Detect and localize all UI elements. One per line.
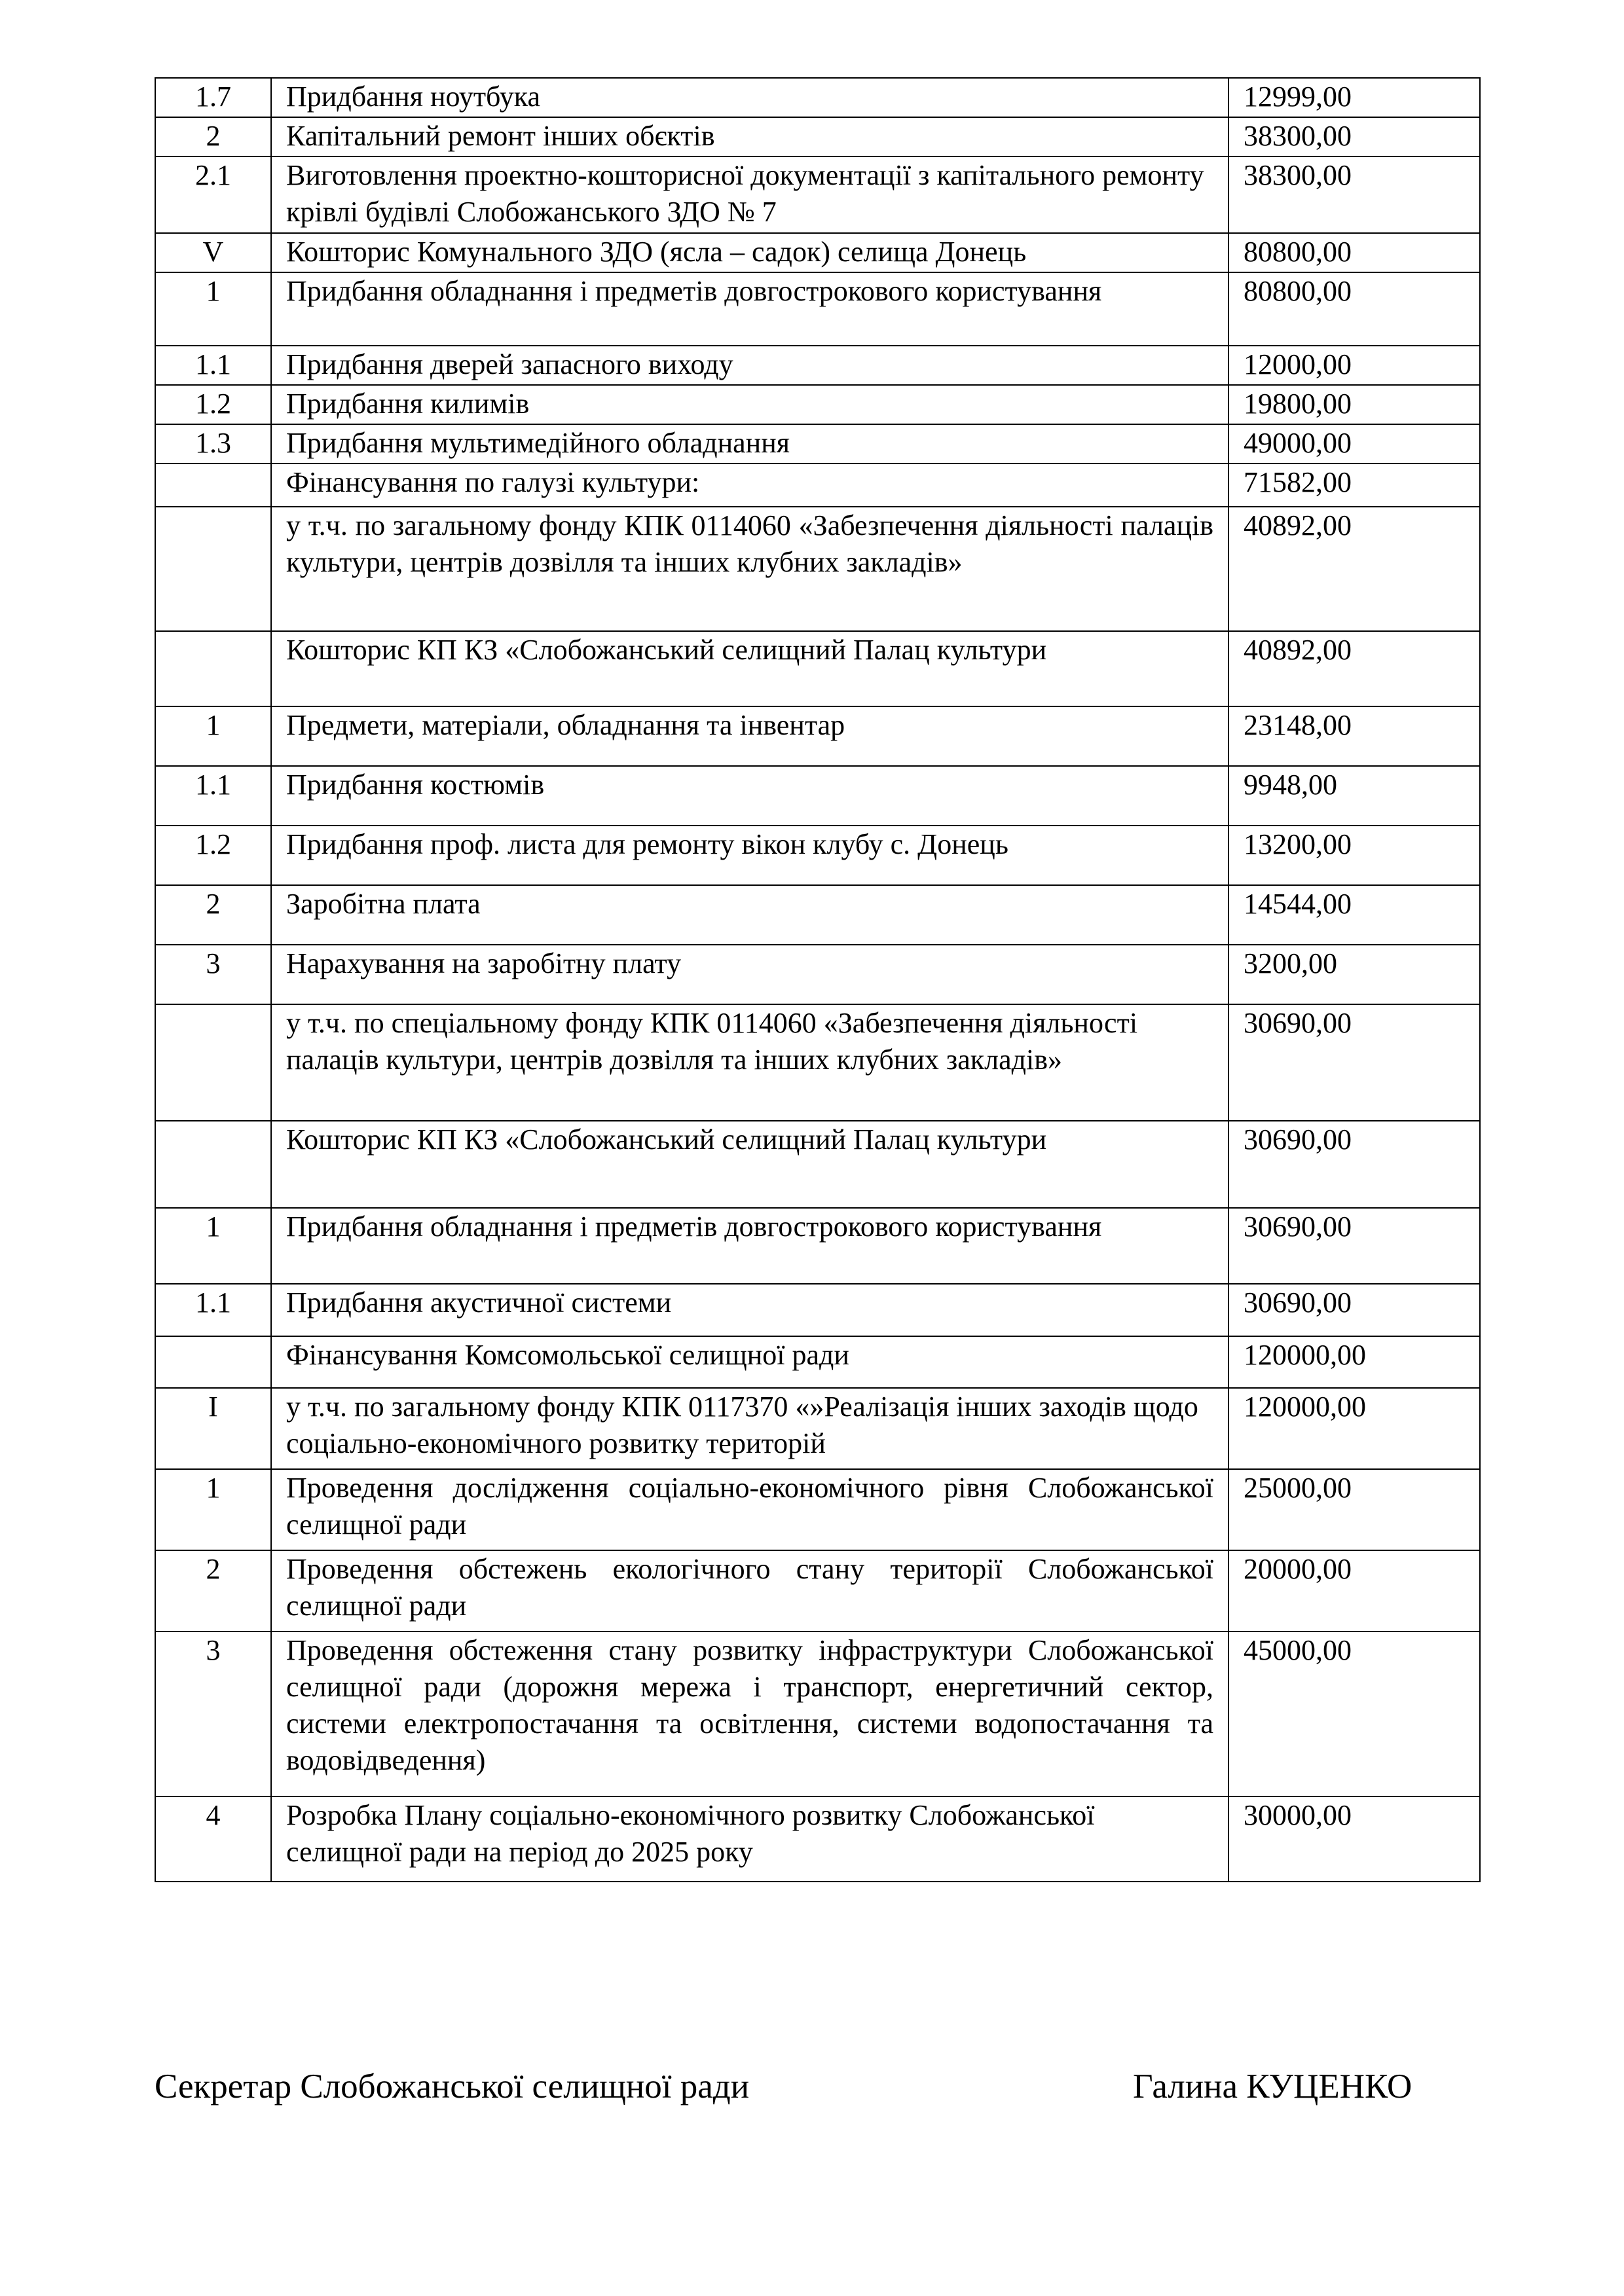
row-sum: 120000,00 [1228, 1336, 1480, 1388]
row-sum: 120000,00 [1228, 1388, 1480, 1469]
table-row [155, 156, 1480, 233]
row-name: Предмети, матеріали, обладнання та інвентар [271, 706, 1228, 766]
row-name: Придбання дверей запасного виходу [271, 346, 1228, 385]
row-name: Придбання ноутбука [271, 78, 1228, 117]
row-number [155, 464, 271, 507]
row-name: Фінансування Комсомольської селищної ради [271, 1336, 1228, 1388]
row-sum: 38300,00 [1228, 156, 1480, 233]
row-number: 1 [155, 1208, 271, 1284]
table-row [155, 233, 1480, 272]
table-row [155, 464, 1480, 507]
row-number: 1.2 [155, 385, 271, 424]
table-row [155, 945, 1480, 1004]
row-sum: 80800,00 [1228, 272, 1480, 346]
row-number: 1.1 [155, 1284, 271, 1336]
table-row [155, 1388, 1480, 1469]
table-row [155, 385, 1480, 424]
row-name: Проведення обстежень екологічного стану території Слобожанської селищної ради [271, 1550, 1228, 1631]
row-name: Фінансування по галузі культури: [271, 464, 1228, 507]
row-sum: 40892,00 [1228, 507, 1480, 631]
row-number: 2 [155, 1550, 271, 1631]
row-sum: 25000,00 [1228, 1469, 1480, 1550]
row-sum: 30000,00 [1228, 1796, 1480, 1882]
row-sum: 19800,00 [1228, 385, 1480, 424]
budget-table [155, 77, 1481, 1882]
row-sum: 30690,00 [1228, 1121, 1480, 1208]
row-number: I [155, 1388, 271, 1469]
table-row [155, 78, 1480, 117]
row-number: V [155, 233, 271, 272]
row-number: 1 [155, 272, 271, 346]
signatory-position: Секретар Слобожанської селищної ради [155, 2068, 750, 2105]
table-row [155, 1208, 1480, 1284]
row-number: 3 [155, 1631, 271, 1796]
table-row [155, 631, 1480, 706]
table-row [155, 346, 1480, 385]
row-name: Розробка Плану соціально-економічного розвитку Слобожанської селищної ради на період до 2025 року [271, 1796, 1228, 1882]
table-row [155, 1550, 1480, 1631]
row-number: 1.2 [155, 826, 271, 885]
row-name: Кошторис КП КЗ «Слобожанський селищний Палац культури [271, 1121, 1228, 1208]
signatory-name: Галина КУЦЕНКО [1133, 2068, 1412, 2105]
table-row [155, 826, 1480, 885]
row-name: у т.ч. по загальному фонду КПК 0117370 «»Реалізація інших заходів щодо соціально-економічного розвитку територій [271, 1388, 1228, 1469]
table-row [155, 424, 1480, 464]
row-name: у т.ч. по загальному фонду КПК 0114060 «Забезпечення діяльності палаців культури, центрів дозвілля та інших клубних закладів» [271, 507, 1228, 631]
row-sum: 23148,00 [1228, 706, 1480, 766]
row-sum: 13200,00 [1228, 826, 1480, 885]
row-name: Придбання мультимедійного обладнання [271, 424, 1228, 464]
row-number: 2 [155, 885, 271, 945]
row-sum: 71582,00 [1228, 464, 1480, 507]
row-sum: 40892,00 [1228, 631, 1480, 706]
row-number: 1.1 [155, 766, 271, 826]
row-name: Придбання проф. листа для ремонту вікон клубу с. Донець [271, 826, 1228, 885]
table-row [155, 507, 1480, 631]
row-name: Заробітна плата [271, 885, 1228, 945]
table-row [155, 1796, 1480, 1882]
row-sum: 45000,00 [1228, 1631, 1480, 1796]
row-number: 2 [155, 117, 271, 156]
row-name: Проведення дослідження соціально-економічного рівня Слобожанської селищної ради [271, 1469, 1228, 1550]
row-sum: 49000,00 [1228, 424, 1480, 464]
table-row [155, 1121, 1480, 1208]
row-name: Кошторис КП КЗ «Слобожанський селищний Палац культури [271, 631, 1228, 706]
row-sum: 80800,00 [1228, 233, 1480, 272]
table-row [155, 1336, 1480, 1388]
table-row [155, 1284, 1480, 1336]
row-number: 3 [155, 945, 271, 1004]
row-number: 1 [155, 1469, 271, 1550]
row-name: Придбання костюмів [271, 766, 1228, 826]
table-row [155, 766, 1480, 826]
row-name: Проведення обстеження стану розвитку інфраструктури Слобожанської селищної ради (дорожня мережа і транспорт, енергетичний сектор, системи електропостачання та освітлення, системи водопостачання та водовідведення) [271, 1631, 1228, 1796]
row-name: Кошторис Комунального ЗДО (ясла – садок) селища Донець [271, 233, 1228, 272]
table-row [155, 117, 1480, 156]
row-number: 1.7 [155, 78, 271, 117]
row-name: Придбання акустичної системи [271, 1284, 1228, 1336]
row-number [155, 1336, 271, 1388]
row-sum: 9948,00 [1228, 766, 1480, 826]
table-row [155, 885, 1480, 945]
row-name: Придбання обладнання і предметів довгострокового користування [271, 272, 1228, 346]
table-row [155, 272, 1480, 346]
row-number: 1 [155, 706, 271, 766]
row-sum: 14544,00 [1228, 885, 1480, 945]
row-name: Нарахування на заробітну плату [271, 945, 1228, 1004]
row-name: Придбання обладнання і предметів довгострокового користування [271, 1208, 1228, 1284]
row-sum: 12999,00 [1228, 78, 1480, 117]
table-row [155, 1004, 1480, 1121]
row-name: Капітальний ремонт інших обєктів [271, 117, 1228, 156]
row-name: у т.ч. по спеціальному фонду КПК 0114060 «Забезпечення діяльності палаців культури, центрів дозвілля та інших клубних закладів» [271, 1004, 1228, 1121]
row-number [155, 1004, 271, 1121]
row-number: 4 [155, 1796, 271, 1882]
row-sum: 20000,00 [1228, 1550, 1480, 1631]
row-sum: 30690,00 [1228, 1004, 1480, 1121]
table-row [155, 706, 1480, 766]
row-number: 2.1 [155, 156, 271, 233]
row-number: 1.3 [155, 424, 271, 464]
row-sum: 12000,00 [1228, 346, 1480, 385]
table-row [155, 1469, 1480, 1550]
row-sum: 38300,00 [1228, 117, 1480, 156]
row-sum: 3200,00 [1228, 945, 1480, 1004]
row-number [155, 631, 271, 706]
row-name: Придбання килимів [271, 385, 1228, 424]
row-sum: 30690,00 [1228, 1208, 1480, 1284]
row-name: Виготовлення проектно-кошторисної документації з капітального ремонту крівлі будівлі Слобожанського ЗДО № 7 [271, 156, 1228, 233]
row-number: 1.1 [155, 346, 271, 385]
table-row [155, 1631, 1480, 1796]
row-sum: 30690,00 [1228, 1284, 1480, 1336]
row-number [155, 1121, 271, 1208]
row-number [155, 507, 271, 631]
